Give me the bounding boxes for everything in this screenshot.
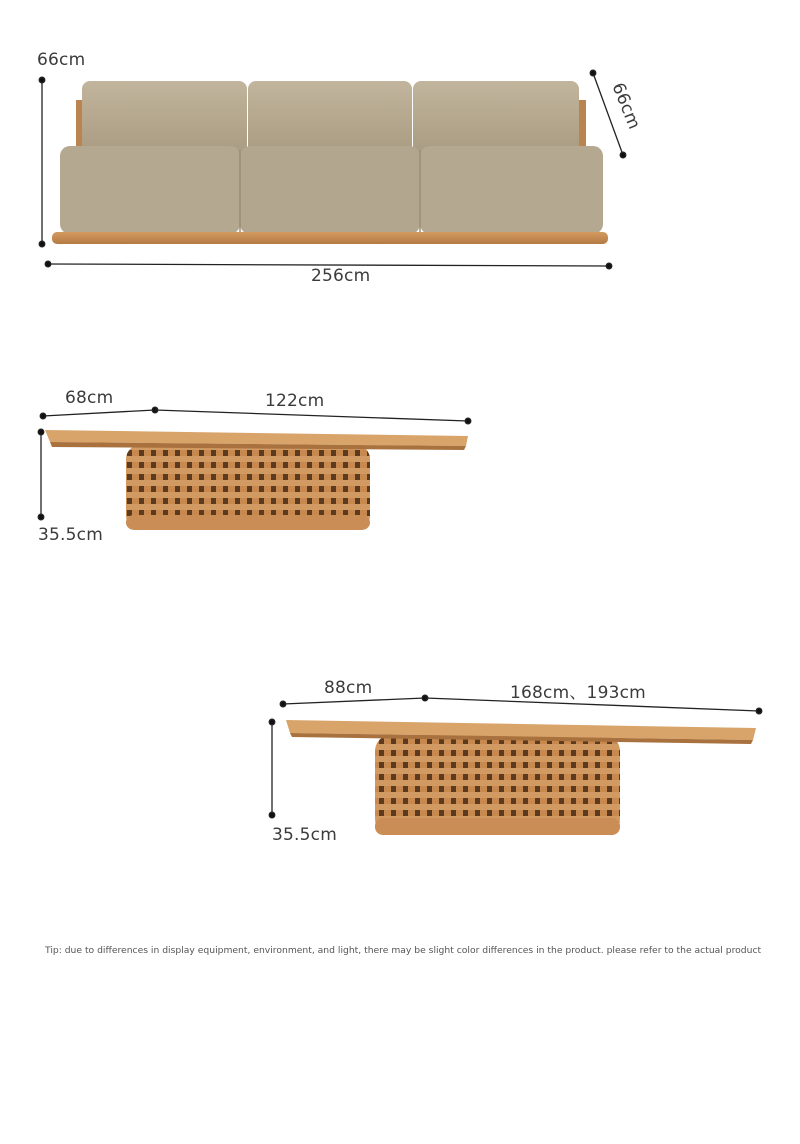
sofa-depth-label: 66cm [607, 80, 645, 133]
sofa-image [52, 81, 608, 244]
table-large-height-label: 35.5cm [272, 825, 337, 845]
sofa-seat-cushion [60, 146, 240, 234]
sofa-seat-cushion [420, 146, 603, 234]
color-disclaimer-tip: Tip: due to differences in display equipment, environment, and light, there may be slight color differences in the product. please refer to the actual product [45, 945, 762, 956]
sofa-height-label: 66cm [37, 50, 86, 70]
sofa-back-cushion [248, 81, 412, 153]
sofa-back-cushion [413, 81, 579, 153]
table-small-length-label: 122cm [265, 391, 325, 411]
sofa-wood-base [52, 232, 608, 244]
coffee-table-large-image [286, 720, 756, 835]
table-large-depth-label: 88cm [324, 678, 373, 698]
table-small-depth-label: 68cm [65, 388, 114, 408]
sofa-width-label: 256cm [311, 266, 371, 286]
sofa-seat-cushion [240, 146, 420, 234]
table-small-height-label: 35.5cm [38, 525, 103, 545]
sofa-back-cushion [82, 81, 247, 153]
coffee-table-small-image [45, 430, 468, 530]
table-large-length-label: 168cm、193cm [510, 683, 646, 703]
